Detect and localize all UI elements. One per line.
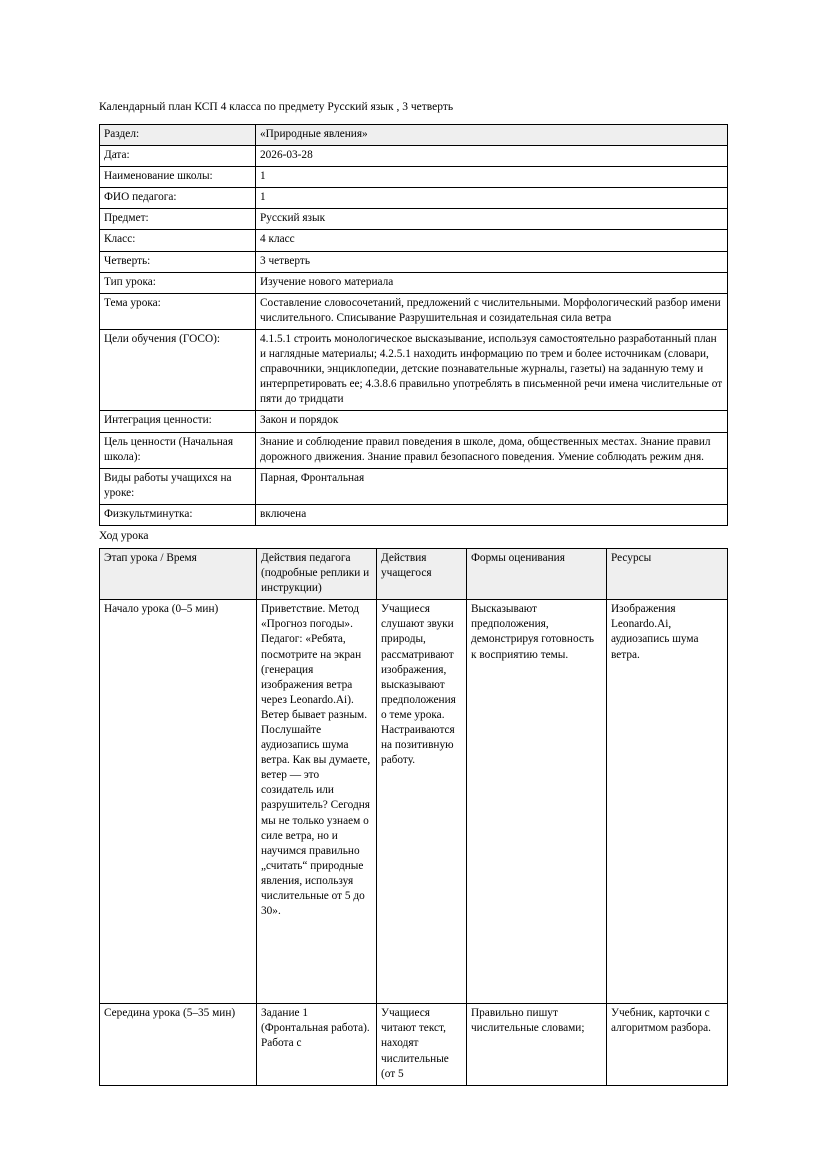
info-label-cell: Четверть: bbox=[100, 251, 256, 272]
lesson-flow-table bbox=[99, 548, 728, 1086]
table-row bbox=[100, 167, 728, 188]
info-value-cell: Изучение нового материала bbox=[256, 272, 728, 293]
document-content bbox=[99, 100, 727, 1086]
table-row bbox=[100, 411, 728, 432]
info-label-cell: Интеграция ценности: bbox=[100, 411, 256, 432]
info-label-cell: Виды работы учащихся на уроке: bbox=[100, 468, 256, 504]
lesson-info-table bbox=[99, 124, 728, 526]
column-header: Этап урока / Время bbox=[100, 548, 257, 599]
info-label-cell: Физкультминутка: bbox=[100, 504, 256, 525]
info-label-cell: Тип урока: bbox=[100, 272, 256, 293]
info-value-cell: 4.1.5.1 строить монологическое высказывание, используя самостоятельно разработанный план и наглядные материалы; 4.2.5.1 находить информацию по трем и более источникам (словари, справочники, энциклопедии, детские познавательные журналы, газеты) на заданную тему и интерпретировать ее; 4.3.8.6 правильно употреблять в письменной речи имена числительные от пяти до тридцати bbox=[256, 329, 728, 410]
table-row bbox=[100, 600, 728, 1004]
table-header-row bbox=[100, 548, 728, 599]
info-value-cell: Закон и порядок bbox=[256, 411, 728, 432]
info-label-cell: ФИО педагога: bbox=[100, 188, 256, 209]
flow-stage-cell: Начало урока (0–5 мин) bbox=[100, 600, 257, 1004]
info-value-cell: 3 четверть bbox=[256, 251, 728, 272]
table-row bbox=[100, 504, 728, 525]
table-row bbox=[100, 251, 728, 272]
info-value-cell: Знание и соблюдение правил поведения в школе, дома, общественных местах. Знание правил дорожного движения. Знание правил безопасного поведения. Умение соблюдать режим дня. bbox=[256, 432, 728, 468]
table-row bbox=[100, 188, 728, 209]
table-row bbox=[100, 146, 728, 167]
column-header: Формы оценивания bbox=[467, 548, 607, 599]
flow-student-cell: Учащиеся слушают звуки природы, рассматривают изображения, высказывают предположения о теме урока. Настраиваются на позитивную работу. bbox=[377, 600, 467, 1004]
flow-assessment-cell: Высказывают предположения, демонстрируя готовность к восприятию темы. bbox=[467, 600, 607, 1004]
info-value-cell: Парная, Фронтальная bbox=[256, 468, 728, 504]
info-label-cell: Класс: bbox=[100, 230, 256, 251]
flow-teacher-cell: Задание 1 (Фронтальная работа). Работа с bbox=[257, 1004, 377, 1085]
flow-resources-cell: Учебник, карточки с алгоритмом разбора. bbox=[607, 1004, 728, 1085]
table-row bbox=[100, 432, 728, 468]
flow-student-cell: Учащиеся читают текст, находят числительные (от 5 bbox=[377, 1004, 467, 1085]
info-value-cell: «Природные явления» bbox=[256, 125, 728, 146]
column-header: Ресурсы bbox=[607, 548, 728, 599]
info-value-cell: 4 класс bbox=[256, 230, 728, 251]
info-label-cell: Дата: bbox=[100, 146, 256, 167]
info-label-cell: Цель ценности (Начальная школа): bbox=[100, 432, 256, 468]
info-label-cell: Цели обучения (ГОСО): bbox=[100, 329, 256, 410]
lesson-flow-heading: Ход урока bbox=[99, 529, 149, 542]
info-label-cell: Предмет: bbox=[100, 209, 256, 230]
column-header: Действия педагога (подробные реплики и инструкции) bbox=[257, 548, 377, 599]
info-value-cell: 2026-03-28 bbox=[256, 146, 728, 167]
table-row bbox=[100, 272, 728, 293]
info-label-cell: Раздел: bbox=[100, 125, 256, 146]
table-row bbox=[100, 468, 728, 504]
flow-resources-cell: Изображения Leonardo.Ai, аудиозапись шума ветра. bbox=[607, 600, 728, 1004]
table-row bbox=[100, 293, 728, 329]
page-title: Календарный план КСП 4 класса по предмету Русский язык , 3 четверть bbox=[99, 101, 454, 113]
info-label-cell: Тема урока: bbox=[100, 293, 256, 329]
flow-assessment-cell: Правильно пишут числительные словами; bbox=[467, 1004, 607, 1085]
table-row bbox=[100, 1004, 728, 1085]
table-row bbox=[100, 230, 728, 251]
flow-stage-cell: Середина урока (5–35 мин) bbox=[100, 1004, 257, 1085]
info-value-cell: Составление словосочетаний, предложений с числительными. Морфологический разбор имени числительного. Списывание Разрушительная и созидательная сила ветра bbox=[256, 293, 728, 329]
info-label-cell: Наименование школы: bbox=[100, 167, 256, 188]
table-row bbox=[100, 209, 728, 230]
info-value-cell: 1 bbox=[256, 167, 728, 188]
column-header: Действия учащегося bbox=[377, 548, 467, 599]
info-value-cell: включена bbox=[256, 504, 728, 525]
info-value-cell: 1 bbox=[256, 188, 728, 209]
flow-teacher-cell: Приветствие. Метод «Прогноз погоды». Педагог: «Ребята, посмотрите на экран (генерация изображения ветра через Leonardo.Ai). Ветер бывает разным. Послушайте аудиозапись шума ветра. Как вы думаете, ветер — это созидатель или разрушитель? Сегодня мы не только узнаем о силе ветра, но и научимся правильно „считать“ природные явления, используя числительные от 5 до 30». bbox=[257, 600, 377, 1004]
info-value-cell: Русский язык bbox=[256, 209, 728, 230]
table-row bbox=[100, 329, 728, 410]
table-row bbox=[100, 125, 728, 146]
